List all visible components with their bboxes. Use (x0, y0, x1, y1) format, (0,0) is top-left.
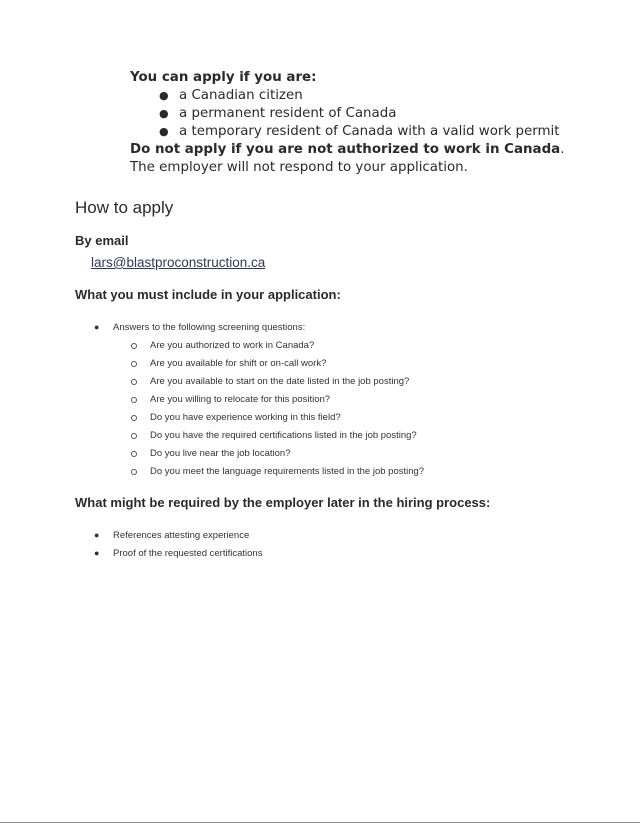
list-item (130, 123, 570, 141)
eligibility-section (130, 69, 570, 177)
by-email-label: By email (75, 233, 129, 248)
screening-question: Are you willing to relocate for this position? (150, 394, 331, 405)
bullet-icon: ● (159, 89, 169, 102)
bullet-icon: ● (94, 530, 100, 540)
circle-bullet-icon (131, 469, 137, 475)
eligibility-item-citizen: a Canadian citizen (179, 88, 303, 103)
screening-question: Do you have the required certifications listed in the job posting? (150, 430, 417, 441)
bullet-icon: ● (159, 107, 169, 120)
screening-question: Are you authorized to work in Canada? (150, 340, 315, 351)
circle-bullet-icon (131, 379, 137, 385)
include-heading: What you must include in your application: (75, 287, 341, 302)
warning-rest-text: . The employer will not respond to your application. (130, 142, 565, 175)
screening-question: Are you available for shift or on-call work? (150, 358, 327, 369)
warning-bold-text: Do not apply if you are not authorized to work in Canada (130, 142, 561, 157)
circle-bullet-icon (131, 433, 137, 439)
eligibility-list (130, 87, 570, 141)
how-to-apply-title: How to apply (75, 198, 174, 217)
screening-question: Do you meet the language requirements listed in the job posting? (150, 466, 425, 477)
bullet-icon: ● (94, 548, 100, 558)
screening-question: Do you have experience working in this field? (150, 412, 341, 423)
circle-bullet-icon (131, 397, 137, 403)
list-item (130, 105, 570, 123)
eligibility-item-temporary-resident: a temporary resident of Canada with a valid work permit (179, 124, 560, 139)
include-bullet-text: Answers to the following screening questions: (113, 322, 306, 333)
later-heading: What might be required by the employer later in the hiring process: (75, 495, 491, 510)
bullet-icon: ● (159, 125, 169, 138)
circle-bullet-icon (131, 361, 137, 367)
screening-question: Do you live near the job location? (150, 448, 291, 459)
screening-question: Are you available to start on the date listed in the job posting? (150, 376, 410, 387)
later-item-references: References attesting experience (113, 530, 250, 541)
eligibility-warning (130, 141, 570, 177)
list-item (130, 87, 570, 105)
circle-bullet-icon (131, 451, 137, 457)
later-item-certifications: Proof of the requested certifications (113, 548, 263, 559)
eligibility-item-permanent-resident: a permanent resident of Canada (179, 106, 397, 121)
eligibility-heading: You can apply if you are: (130, 70, 317, 85)
email-link[interactable]: lars@blastproconstruction.ca (91, 255, 266, 270)
circle-bullet-icon (131, 415, 137, 421)
circle-bullet-icon (131, 343, 137, 349)
bullet-icon: ● (94, 322, 100, 332)
